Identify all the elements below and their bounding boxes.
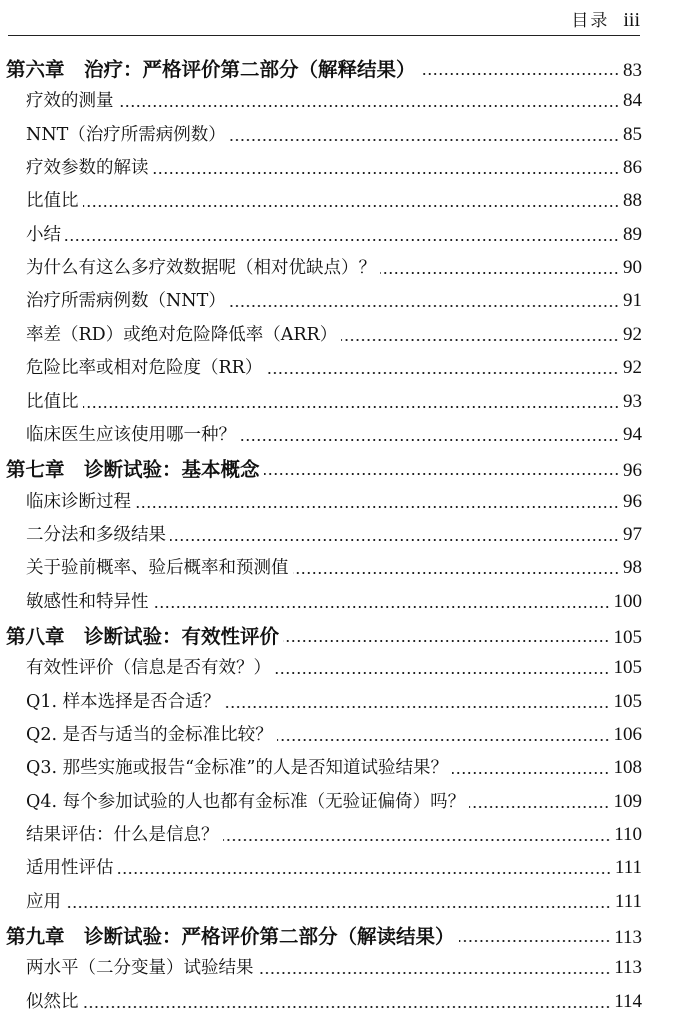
dot-leader: [230, 304, 619, 308]
toc-entry-page-number: 110: [614, 824, 642, 846]
toc-entry-page-number: 97: [623, 523, 642, 545]
toc-entry-title: 为什么有这么多疗效数据呢（相对优缺点）？: [26, 258, 376, 279]
toc-section-entry[interactable]: [26, 888, 642, 916]
toc-entry-page-number: 105: [613, 690, 642, 712]
dot-leader: [65, 238, 619, 242]
dot-leader: [118, 104, 620, 108]
toc-entry-title: 比值比: [26, 391, 79, 412]
toc-entry-title: 似然比: [26, 991, 79, 1012]
dot-leader: [258, 971, 611, 975]
toc-section-entry[interactable]: [26, 388, 642, 416]
toc-section-entry[interactable]: [26, 521, 642, 549]
toc-entry-page-number: 92: [623, 323, 642, 345]
toc-entry-page-number: 105: [613, 657, 642, 679]
toc-section-entry[interactable]: [26, 754, 642, 782]
dot-leader: [380, 271, 619, 275]
toc-entry-title: 应用: [26, 891, 61, 912]
toc-entry-page-number: 86: [623, 157, 642, 179]
toc-section-entry[interactable]: [26, 254, 642, 282]
dot-leader: [118, 871, 611, 875]
toc-section-entry[interactable]: [26, 187, 642, 215]
toc-section-entry[interactable]: [26, 688, 642, 716]
header-rule: [8, 35, 640, 36]
dot-leader: [170, 538, 619, 542]
toc-section-entry[interactable]: [26, 154, 642, 182]
toc-entry-title: 小结: [26, 224, 61, 245]
toc-section-entry[interactable]: [26, 954, 642, 982]
dot-leader: [469, 805, 609, 809]
toc-entry-title: 比值比: [26, 191, 79, 212]
dot-leader: [275, 671, 610, 675]
toc-entry-page-number: 114: [614, 990, 642, 1012]
toc-entry-title: Q4. 每个参加试验的人也都有金标准（无验证偏倚）吗？: [26, 791, 466, 812]
dot-leader: [223, 838, 611, 842]
dot-leader: [341, 338, 619, 342]
toc-section-entry[interactable]: [26, 988, 642, 1016]
toc-entry-title: 敏感性和特异性: [26, 591, 149, 612]
toc-section-entry[interactable]: [26, 854, 642, 882]
toc-entry-title: 临床诊断过程: [26, 491, 131, 512]
toc-section-entry[interactable]: [26, 488, 642, 516]
dot-leader: [83, 405, 620, 409]
toc-entry-page-number: 90: [623, 257, 642, 279]
toc-section-entry[interactable]: [26, 321, 642, 349]
dot-leader: [65, 905, 611, 909]
dot-leader: [266, 371, 619, 375]
dot-leader: [135, 505, 619, 509]
toc-section-entry[interactable]: [26, 87, 642, 115]
toc-entry-title: 临床医生应该使用哪一种？: [26, 424, 236, 445]
toc-entry-page-number: 100: [613, 590, 642, 612]
toc-chapter-entry[interactable]: [6, 621, 642, 649]
toc-entry-page-number: 113: [614, 957, 642, 979]
running-header: [571, 6, 640, 32]
dot-leader: [277, 738, 610, 742]
header-title: 目录: [571, 11, 610, 31]
toc-section-entry[interactable]: [26, 821, 642, 849]
toc-entry-title: 危险比率或相对危险度（RR）: [26, 358, 263, 379]
toc-section-entry[interactable]: [26, 721, 642, 749]
toc-entry-title: 率差（RD）或绝对危险降低率（ARR）: [26, 324, 338, 345]
dot-leader: [224, 705, 609, 709]
toc-entry-page-number: 83: [623, 60, 642, 81]
dot-leader: [240, 438, 619, 442]
toc-entry-page-number: 108: [613, 757, 642, 779]
toc-entry-page-number: 94: [623, 423, 642, 445]
toc-entry-page-number: 89: [623, 223, 642, 245]
toc-entry-page-number: 96: [623, 490, 642, 512]
toc-chapter-entry[interactable]: [6, 921, 642, 949]
toc-entry-title: 第八章 诊断试验：有效性评价: [6, 624, 280, 648]
toc-entry-title: 结果评估：什么是信息？: [26, 825, 219, 846]
dot-leader: [293, 571, 620, 575]
toc-section-entry[interactable]: [26, 554, 642, 582]
toc-section-entry[interactable]: [26, 788, 642, 816]
dot-leader: [230, 138, 619, 142]
toc-entry-title: 第六章 治疗：严格评价第二部分（解释结果）: [6, 58, 416, 81]
toc-section-entry[interactable]: [26, 421, 642, 449]
toc-entry-title: 第七章 诊断试验：基本概念: [6, 458, 260, 482]
toc-entry-page-number: 96: [623, 460, 642, 482]
dot-leader: [153, 171, 620, 175]
dot-leader: [264, 472, 619, 476]
toc-entry-page-number: 109: [613, 790, 642, 812]
toc-chapter-entry[interactable]: [6, 54, 642, 82]
toc-entry-page-number: 91: [623, 290, 642, 312]
toc-entry-page-number: 85: [623, 123, 642, 145]
toc-chapter-entry[interactable]: [6, 454, 642, 482]
toc-section-entry[interactable]: [26, 654, 642, 682]
dot-leader: [452, 771, 610, 775]
toc-entry-title: 两水平（二分变量）试验结果: [26, 958, 254, 979]
header-page-number: iii: [623, 9, 640, 31]
dot-leader: [420, 72, 619, 76]
toc-section-entry[interactable]: [26, 588, 642, 616]
toc-entry-title: 二分法和多级结果: [26, 524, 166, 545]
toc-entry-page-number: 92: [623, 357, 642, 379]
toc-entry-page-number: 88: [623, 190, 642, 212]
toc-entry-page-number: 105: [613, 626, 642, 648]
toc-entry-title: 有效性评价（信息是否有效？）: [26, 658, 271, 679]
dot-leader: [153, 605, 610, 609]
toc-entry-page-number: 98: [623, 557, 642, 579]
toc-entry-title: 关于验前概率、验后概率和预测值: [26, 558, 289, 579]
toc-entry-title: 第九章 诊断试验：严格评价第二部分（解读结果）: [6, 925, 455, 949]
toc-entry-page-number: 93: [623, 390, 642, 412]
toc-entry-page-number: 113: [614, 927, 642, 949]
dot-leader: [283, 639, 609, 643]
toc-section-entry[interactable]: [26, 287, 642, 315]
dot-leader: [459, 939, 611, 943]
toc-entry-title: Q2. 是否与适当的金标准比较？: [26, 725, 273, 745]
toc-entry-page-number: 84: [623, 90, 642, 112]
toc-section-entry[interactable]: [26, 121, 642, 149]
toc-entry-title: Q1. 样本选择是否合适？: [26, 691, 221, 712]
dot-leader: [83, 204, 620, 208]
toc-entry-title: 疗效的测量: [26, 91, 114, 112]
toc-entry-page-number: 111: [614, 890, 642, 912]
toc-entry-title: Q3. 那些实施或报告“金标准”的人是否知道试验结果？: [26, 758, 448, 779]
toc-entry-page-number: 111: [614, 857, 642, 879]
toc-entry-page-number: 106: [613, 724, 642, 745]
dot-leader: [83, 1005, 611, 1009]
toc-section-entry[interactable]: [26, 221, 642, 249]
toc-entry-title: 治疗所需病例数（NNT）: [26, 291, 226, 312]
toc-section-entry[interactable]: [26, 354, 642, 382]
toc-entry-title: 疗效参数的解读: [26, 158, 149, 179]
toc-entry-title: 适用性评估: [26, 858, 114, 879]
toc-entry-title: NNT（治疗所需病例数）: [26, 124, 226, 145]
